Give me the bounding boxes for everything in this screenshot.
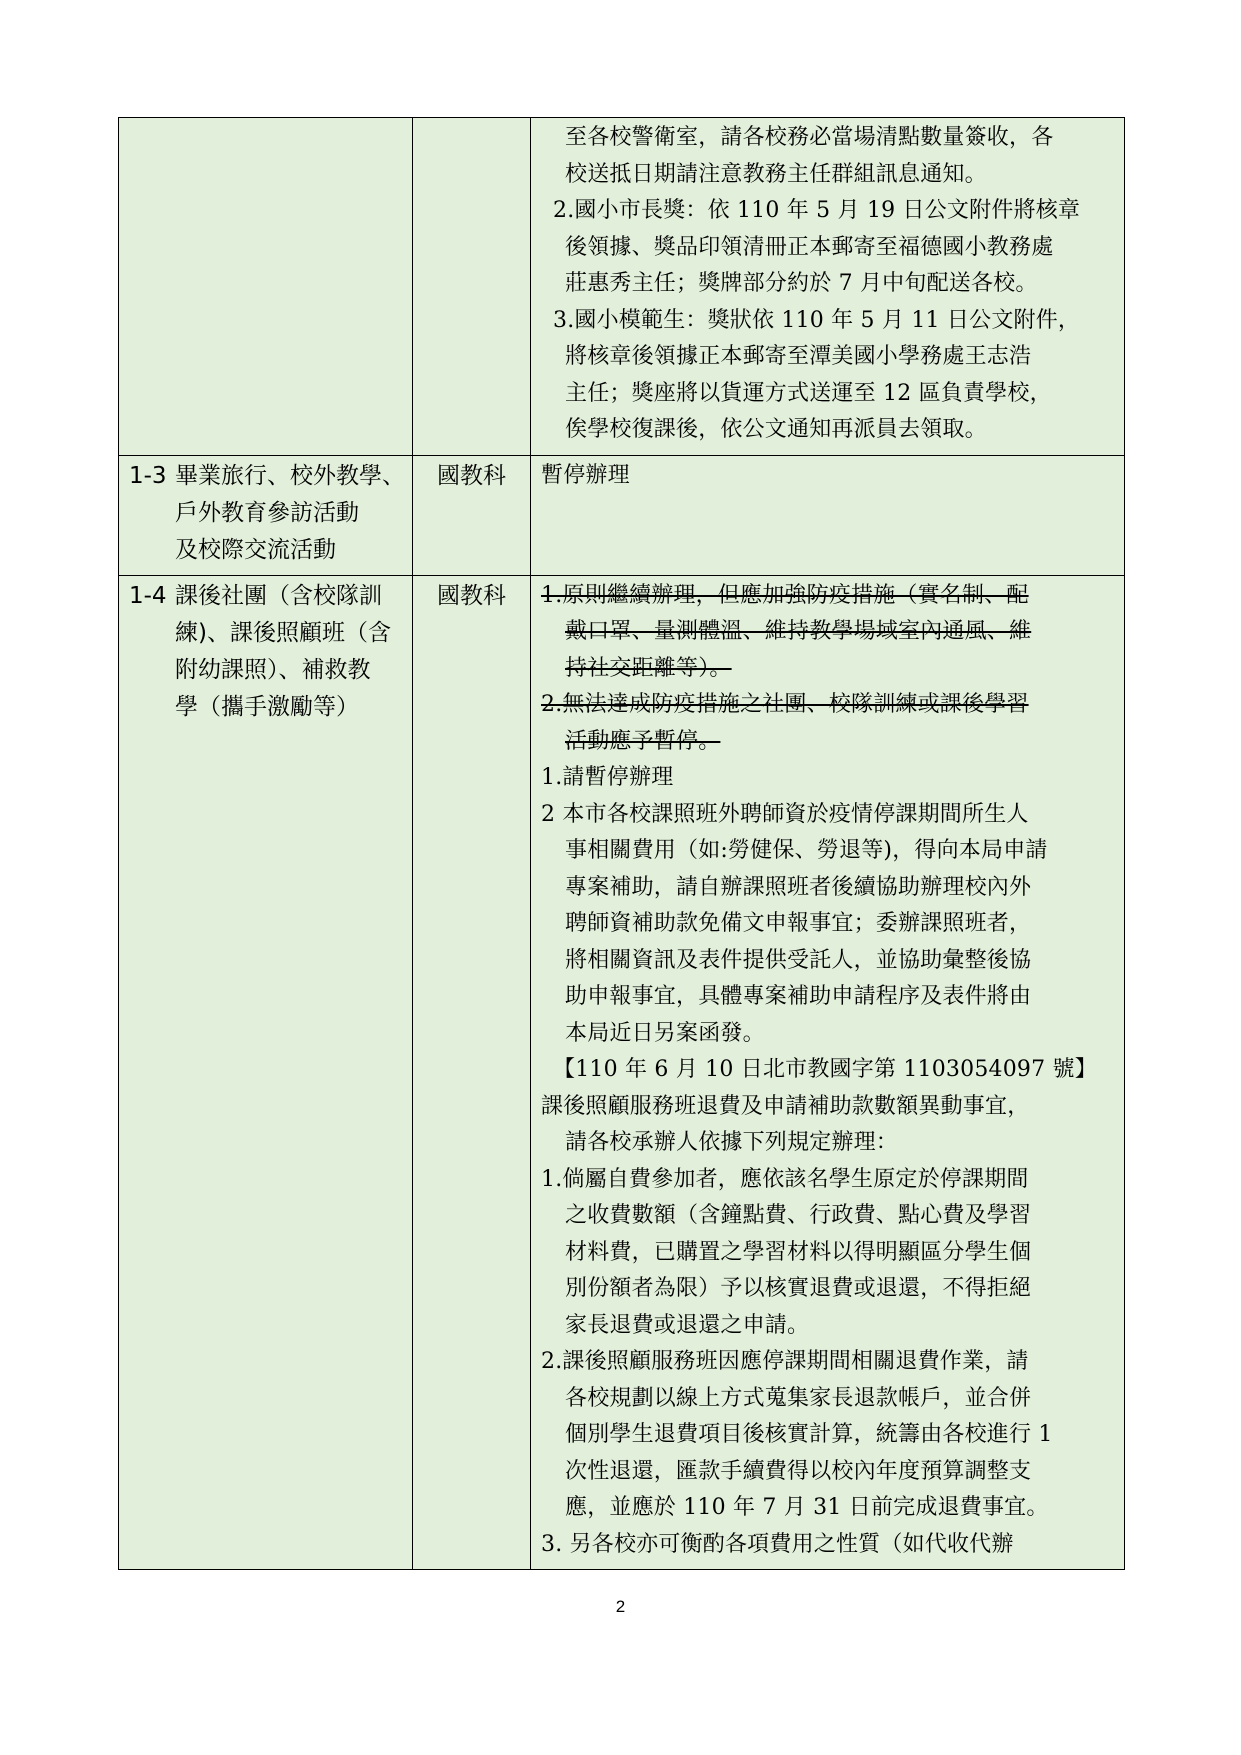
description-cell: [531, 455, 1125, 575]
description-text: 持社交距離等）。: [565, 655, 732, 681]
description-text: 別份額者為限）予以核實退費或退還，不得拒絕: [565, 1276, 1032, 1301]
responsible-unit: [413, 118, 530, 120]
table-row: [119, 118, 1125, 456]
description-text: 2.無法達成防疫措施之社團、校隊訓練或課後學習: [541, 692, 1029, 717]
description-cell: [531, 575, 1125, 1570]
description-line: [541, 1490, 1120, 1527]
description-text: 各校規劃以線上方式蒐集家長退款帳戶，並合併: [565, 1385, 1032, 1411]
description-text: 1.請暫停辦理: [541, 765, 674, 790]
description-line: [541, 1052, 1120, 1089]
description-line: [541, 1125, 1120, 1162]
description-line: [541, 833, 1120, 870]
description-line: [541, 339, 1120, 376]
item-cell: [119, 118, 413, 456]
item-number: 1-4: [129, 582, 167, 609]
description-text: 校送抵日期請注意教務主任群組訊息通知。: [565, 161, 987, 187]
item-title-line: [129, 652, 408, 689]
table-row: [119, 455, 1125, 575]
description-text: 請各校承辦人依據下列規定辦理：: [565, 1130, 899, 1155]
item-title-line: [129, 532, 408, 569]
description-line: [541, 230, 1120, 267]
description-text: 【110 年 6 月 10 日北市教國字第 1103054097 號】: [553, 1057, 1097, 1082]
description-text: 聘師資補助款免備文申報事宜；委辦課照班者，: [565, 911, 1032, 936]
description-text: 3. 另各校亦可衡酌各項費用之性質（如代收代辦: [541, 1531, 1014, 1557]
table-row: [119, 575, 1125, 1570]
description-line: [541, 1527, 1120, 1564]
description-line: [541, 1344, 1120, 1381]
description-text: 家長退費或退還之申請。: [565, 1312, 810, 1338]
item-title-text: 練)、課後照顧班（含: [175, 619, 391, 646]
description-text: 1.倘屬自費參加者，應依該名學生原定於停課期間: [541, 1166, 1029, 1192]
description-line: [541, 943, 1120, 980]
description-line: [541, 266, 1120, 303]
item-title-text: 戶外教育參訪活動: [175, 499, 359, 526]
description-text: 莊惠秀主任；獎牌部分約於 7 月中旬配送各校。: [565, 271, 1038, 296]
description-cell: [531, 118, 1125, 456]
item-title-line: [129, 615, 408, 652]
description-text: 2.國小市長獎：依 110 年 5 月 19 日公文附件將核章: [553, 198, 1081, 223]
description-line: [541, 1417, 1120, 1454]
description-line: [541, 303, 1120, 340]
description-line: [541, 412, 1120, 449]
description-text: 至各校警衛室，請各校務必當場清點數量簽收，各: [565, 125, 1054, 150]
description-line: [541, 1308, 1120, 1345]
description-text: 個別學生退費項目後核實計算，統籌由各校進行 1: [565, 1422, 1053, 1447]
description-text: 次性退還，匯款手續費得以校內年度預算調整支: [565, 1458, 1032, 1484]
description-line: [541, 979, 1120, 1016]
page-number: 2: [615, 1597, 626, 1616]
description-text: 將核章後領據正本郵寄至潭美國小學務處王志浩: [565, 344, 1032, 369]
description-line: [541, 458, 1120, 495]
struck-description-line: [541, 724, 1120, 761]
item-title-text: 附幼課照）、補救教: [175, 656, 371, 683]
description-text: 將相關資訊及表件提供受託人，並協助彙整後協: [565, 947, 1032, 973]
item-number: 1-3: [129, 462, 167, 489]
item-title-line: [129, 578, 408, 615]
description-line: [541, 1454, 1120, 1491]
description-line: [541, 376, 1120, 413]
description-line: [541, 760, 1120, 797]
description-text: 1.原則繼續辦理，但應加強防疫措施（實名制、配: [541, 582, 1029, 608]
struck-description-line: [541, 651, 1120, 688]
description-line: [541, 1235, 1120, 1272]
description-text: 應，並應於 110 年 7 月 31 日前完成退費事宜。: [565, 1495, 1049, 1520]
description-line: [541, 1198, 1120, 1235]
struck-description-line: [541, 578, 1120, 615]
item-title-text: 及校際交流活動: [175, 536, 336, 563]
struck-description-line: [541, 687, 1120, 724]
item-title-line: [129, 689, 408, 726]
description-text: 材料費，已購置之學習材料以得明顯區分學生個: [565, 1239, 1032, 1265]
description-line: [541, 193, 1120, 230]
description-line: [541, 1271, 1120, 1308]
responsible-unit: 國教科: [437, 582, 506, 609]
description-text: 課後照顧服務班退費及申請補助款數額異動事宜，: [541, 1093, 1030, 1119]
description-line: [541, 1089, 1120, 1126]
item-cell: [119, 455, 413, 575]
description-line: [541, 120, 1120, 157]
description-text: 3.國小模範生：獎狀依 110 年 5 月 11 日公文附件，: [553, 307, 1081, 333]
description-text: 2.課後照顧服務班因應停課期間相關退費作業，請: [541, 1349, 1029, 1374]
description-line: [541, 1381, 1120, 1418]
description-text: 後領據、獎品印領清冊正本郵寄至福德國小教務處: [565, 234, 1054, 260]
item-title-line: [129, 495, 408, 532]
item-title-line: [129, 458, 408, 495]
description-line: [541, 157, 1120, 194]
responsible-unit: 國教科: [437, 462, 506, 489]
description-text: 暫停辦理: [541, 462, 630, 488]
description-text: 俟學校復課後，依公文通知再派員去領取。: [565, 417, 987, 442]
description-line: [541, 906, 1120, 943]
description-text: 之收費數額（含鐘點費、行政費、點心費及學習: [565, 1203, 1032, 1228]
description-text: 本局近日另案函發。: [565, 1020, 765, 1046]
description-text: 助申報事宜，具體專案補助申請程序及表件將由: [565, 984, 1032, 1009]
item-title-text: 課後社團（含校隊訓: [175, 582, 382, 609]
unit-cell: [413, 118, 531, 456]
description-line: [541, 797, 1120, 834]
description-line: [541, 1162, 1120, 1199]
struck-description-line: [541, 614, 1120, 651]
item-cell: [119, 575, 413, 1570]
description-text: 活動應予暫停。: [565, 728, 721, 754]
unit-cell: [413, 575, 531, 1570]
description-text: 2 本市各校課照班外聘師資於疫情停課期間所生人: [541, 801, 1029, 827]
description-text: 主任；獎座將以貨運方式送運至 12 區負責學校，: [565, 380, 1052, 406]
unit-cell: [413, 455, 531, 575]
item-title-text: 畢業旅行、校外教學、: [175, 462, 405, 489]
description-text: 專案補助，請自辦課照班者後續協助辦理校內外: [565, 874, 1032, 900]
description-line: [541, 1016, 1120, 1053]
description-line: [541, 870, 1120, 907]
item-title-text: 學（攜手激勵等）: [175, 693, 359, 720]
description-text: 事相關費用（如:勞健保、勞退等)，得向本局申請: [565, 838, 1048, 863]
document-table: [118, 117, 1125, 1570]
description-text: 戴口罩、量測體溫、維持教學場域室內通風、維: [565, 619, 1032, 644]
